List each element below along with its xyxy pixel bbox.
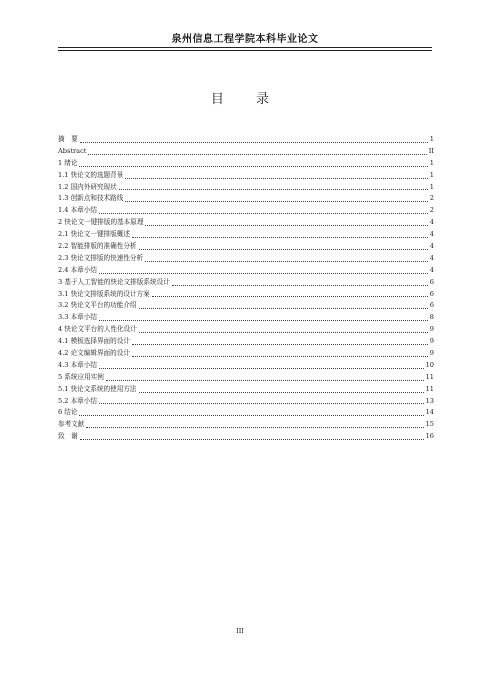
toc-entry-page: 16 [425, 432, 434, 441]
toc-entry-label: 摘 要 [58, 134, 78, 143]
toc-dot-leader [145, 225, 427, 226]
toc-entry-label: Abstract [58, 146, 87, 155]
toc-dot-leader [172, 285, 428, 286]
page-number: III [236, 627, 244, 635]
toc-entry-page: 4 [429, 230, 434, 239]
toc-dot-leader [132, 344, 428, 345]
toc-entry[interactable] [58, 372, 434, 384]
toc-entry[interactable] [58, 253, 434, 265]
toc-dot-leader [119, 189, 428, 190]
toc-entry-page: 8 [429, 313, 434, 322]
toc-entry[interactable] [58, 419, 434, 431]
toc-entry-label: 3 基于人工智能的快论文排版系统设计 [58, 277, 170, 286]
toc-entry-label: 1.2 国内外研究现状 [58, 182, 117, 191]
toc-dot-leader [88, 154, 426, 155]
toc-entry[interactable] [58, 241, 434, 253]
toc-entry[interactable] [58, 407, 434, 419]
toc-entry-page: 9 [429, 337, 434, 346]
toc-entry-page: 9 [429, 325, 434, 334]
toc-dot-leader [99, 368, 424, 369]
toc-entry[interactable] [58, 217, 434, 229]
toc-entry-page: 1 [429, 182, 434, 191]
header-rule-thick [58, 47, 432, 48]
toc-entry-page: 2 [429, 206, 434, 215]
toc-entry-label: 6 结论 [58, 408, 78, 417]
toc-entry[interactable] [58, 289, 434, 301]
toc-entry-label: 4.3 本章小结 [58, 360, 97, 369]
toc-entry-label: 3.2 快论文平台的功能介绍 [58, 301, 137, 310]
toc-entry[interactable] [58, 146, 434, 158]
toc-entry-page: 4 [429, 242, 434, 250]
toc-dot-leader [145, 261, 428, 262]
toc-entry-page: II [428, 146, 434, 155]
toc-entry[interactable] [58, 134, 434, 146]
header-rule-thin [58, 50, 432, 51]
toc-entry-page: 1 [429, 158, 434, 167]
toc-entry[interactable] [58, 384, 434, 396]
toc-dot-leader [99, 213, 428, 214]
toc-dot-leader [80, 142, 428, 143]
toc-entry-page: 10 [425, 360, 434, 369]
table-of-contents [58, 134, 434, 443]
toc-dot-leader [139, 308, 428, 309]
toc-entry[interactable] [58, 348, 434, 360]
toc-entry-page: 1 [429, 134, 434, 143]
toc-entry-page: 9 [429, 349, 434, 358]
toc-dot-leader [152, 296, 428, 297]
toc-dot-leader [99, 403, 424, 404]
toc-entry-page: 4 [429, 265, 434, 274]
toc-entry-label: 5.2 本章小结 [58, 396, 97, 405]
toc-entry-label: 2.4 本章小结 [58, 265, 97, 274]
toc-entry-page: 13 [425, 396, 434, 405]
toc-dot-leader [132, 237, 428, 238]
toc-entry[interactable] [58, 360, 434, 372]
toc-entry[interactable] [58, 324, 434, 336]
toc-dot-leader [79, 166, 427, 167]
toc-entry-label: 4.2 论文编辑界面的设计 [58, 349, 130, 358]
toc-title: 目 录 [210, 92, 284, 107]
toc-entry-label: 2 快论文一键排版的基本原理 [58, 218, 144, 227]
toc-dot-leader [99, 273, 428, 274]
toc-entry-page: 4 [429, 253, 434, 262]
toc-entry-label: 5 系统应用实例 [58, 372, 104, 381]
toc-entry-label: 1.4 本章小结 [58, 206, 97, 215]
toc-entry-label: 2.1 快论文一键排版概述 [58, 230, 130, 239]
toc-dot-leader [80, 439, 424, 440]
toc-entry-page: 6 [429, 301, 434, 310]
toc-entry[interactable] [58, 336, 434, 348]
toc-entry-label: 3.3 本章小结 [58, 313, 97, 322]
toc-dot-leader [139, 392, 424, 393]
toc-entry-label: 5.1 快论文系统的使用方法 [58, 384, 137, 393]
toc-entry-page: 14 [425, 408, 434, 417]
toc-entry-page: 1 [429, 170, 434, 179]
toc-dot-leader [86, 427, 423, 428]
toc-entry-page: 11 [425, 384, 434, 393]
running-header: 泉州信息工程学院本科毕业论文 [171, 34, 319, 45]
toc-entry-page: 6 [429, 277, 434, 286]
toc-entry[interactable] [58, 265, 434, 277]
toc-entry[interactable] [58, 396, 434, 408]
toc-entry[interactable] [58, 277, 434, 289]
toc-entry[interactable] [58, 182, 434, 194]
toc-dot-leader [125, 178, 427, 179]
toc-entry-label: 1 绪论 [58, 158, 78, 167]
toc-entry-label: 1.1 快论文的选题背景 [58, 170, 124, 179]
toc-entry-page: 2 [429, 194, 434, 203]
toc-entry-page: 15 [425, 420, 434, 429]
toc-dot-leader [106, 380, 424, 381]
toc-entry[interactable] [58, 170, 434, 182]
toc-entry-page: 4 [429, 218, 434, 227]
toc-entry-label: 2.2 智能排版的准确性分析 [58, 242, 137, 250]
toc-entry[interactable] [58, 312, 434, 324]
toc-entry-label: 2.3 快论文排版的快速性分析 [58, 253, 144, 262]
toc-entry[interactable] [58, 229, 434, 241]
toc-dot-leader [139, 249, 428, 250]
toc-dot-leader [132, 356, 428, 357]
toc-entry-label: 3.1 快论文排版系统的设计方案 [58, 289, 150, 298]
toc-entry[interactable] [58, 205, 434, 217]
toc-entry-label: 1.3 创新点和技术路线 [58, 194, 124, 203]
toc-entry[interactable] [58, 300, 434, 312]
toc-dot-leader [139, 332, 428, 333]
toc-dot-leader [99, 320, 428, 321]
toc-entry-label: 4 快论文平台的人性化设计 [58, 325, 137, 334]
toc-entry[interactable] [58, 193, 434, 205]
toc-entry-page: 6 [429, 289, 434, 298]
toc-entry-label: 4.1 模板选择界面的设计 [58, 337, 130, 346]
toc-dot-leader [79, 415, 423, 416]
toc-entry[interactable] [58, 158, 434, 170]
toc-entry-label: 致 谢 [58, 432, 78, 441]
toc-entry[interactable] [58, 431, 434, 443]
toc-dot-leader [125, 201, 427, 202]
toc-entry-label: 参考文献 [58, 420, 85, 429]
toc-entry-page: 11 [425, 372, 434, 381]
